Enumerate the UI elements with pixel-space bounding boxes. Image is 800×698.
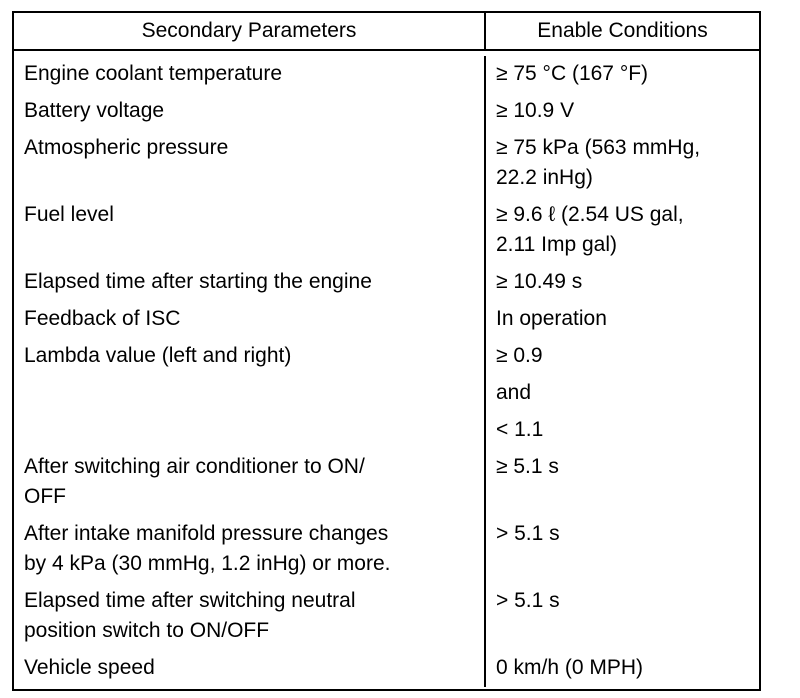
condition-cell: 0 km/h (0 MPH) [496,656,644,679]
header-secondary-parameters: Secondary Parameters [14,13,486,49]
parameter-cell: After intake manifold pressure changes by 4 kPa (30 mmHg, 1.2 inHg) or more. [14,516,486,583]
parameter-cell: Fuel level [14,197,486,264]
table-row [14,650,759,687]
condition-cell: ≥ 9.6 ℓ (2.54 US gal, 2.11 Imp gal) [496,203,684,256]
table-row [14,56,759,93]
table-row [14,375,759,412]
parameter-cell: Lambda value (left and right) [14,338,486,375]
header-enable-conditions: Enable Conditions [537,19,708,42]
table-row [14,338,759,375]
table-row [14,264,759,301]
table-row [14,412,759,449]
condition-cell: < 1.1 [496,418,544,441]
parameter-cell: Feedback of ISC [14,301,486,338]
parameter-cell [14,375,486,412]
condition-cell: > 5.1 s [496,522,560,545]
table-row [14,583,759,650]
table-row [14,449,759,516]
table-header [14,13,759,51]
parameter-cell: Battery voltage [14,93,486,130]
parameter-cell [14,412,486,449]
parameter-cell: Atmospheric pressure [14,130,486,197]
condition-cell: ≥ 10.9 V [496,99,575,122]
parameter-cell: Elapsed time after starting the engine [14,264,486,301]
table-row [14,197,759,264]
enable-conditions-table [12,11,761,691]
table-row [14,301,759,338]
condition-cell: ≥ 75 kPa (563 mmHg, 22.2 inHg) [496,136,701,189]
condition-cell: ≥ 75 °C (167 °F) [496,62,649,85]
parameter-cell: Vehicle speed [14,650,486,687]
condition-cell: and [496,381,532,404]
parameter-cell: After switching air conditioner to ON/ OFF [14,449,486,516]
table-row [14,93,759,130]
condition-cell: ≥ 0.9 [496,344,543,367]
condition-cell: ≥ 5.1 s [496,455,559,478]
table-body [14,51,759,689]
table-row [14,516,759,583]
condition-cell: In operation [496,307,607,330]
table-row [14,130,759,197]
condition-cell: ≥ 10.49 s [496,270,583,293]
parameter-cell: Elapsed time after switching neutral position switch to ON/OFF [14,583,486,650]
condition-cell: > 5.1 s [496,589,560,612]
parameter-cell: Engine coolant temperature [14,56,486,93]
